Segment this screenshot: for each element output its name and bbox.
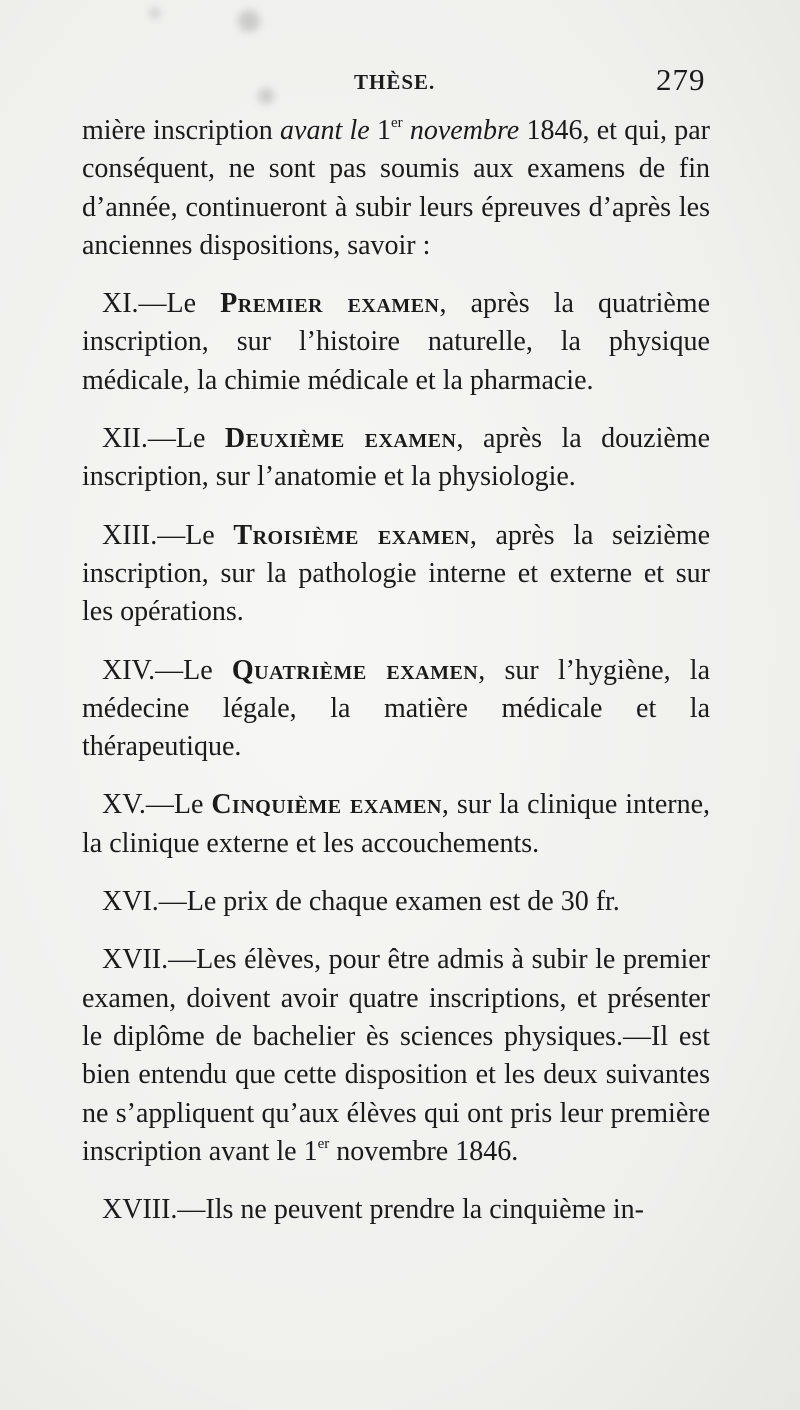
article-number: XIV.— — [102, 654, 184, 686]
exam-name: Cinquième examen — [211, 789, 442, 821]
page-number: 279 — [656, 62, 706, 97]
ink-spot — [238, 10, 260, 32]
article-xvii: XVII.—Les élèves, pour être admis à subir le premier examen, doivent avoir quatre inscriptions, et présenter le diplôme de bachelier ès sciences physiques.—Il est bien entendu que cette disposition et les deux suivantes ne s’appliquent qu’aux élèves qui ont pris leur première inscription avant le 1er novembre 1846. — [82, 944, 710, 1167]
intro-paragraph: mière inscription avant le 1er novembre 1846, et qui, par conséquent, ne sont pas soumis aux examens de fin d’année, continueront à subir leurs épreuves d’après les anciennes dispositions, savoir : — [82, 115, 711, 261]
article-xi: XI.—Le Premier examen, après la quatrième inscription, sur l’histoire naturelle, la physique médicale, la chimie médicale et la pharmacie. — [82, 288, 710, 396]
article-number: XIII.— — [102, 519, 186, 551]
exam-name: Quatrième examen — [231, 654, 479, 686]
article-xii: XII.—Le Deuxième examen, après la douzième inscription, sur l’anatomie et la physiologie. — [82, 423, 711, 493]
ink-spot — [150, 8, 160, 18]
article-number: XVI.— — [102, 886, 187, 918]
article-number: XII.— — [102, 423, 176, 455]
exam-name: Premier examen — [220, 288, 440, 320]
article-xviii: XVIII.—Ils ne peuvent prendre la cinquième in- — [102, 1194, 644, 1226]
article-number: XV.— — [102, 789, 174, 821]
article-xiii: XIII.—Le Troisième examen, après la seizième inscription, sur la pathologie interne et externe et sur les opérations. — [82, 519, 711, 628]
body-text — [82, 112, 710, 1229]
article-xiv: XIV.—Le Quatrième examen, sur l’hygiène, la médecine légale, la matière médicale et la thérapeutique. — [82, 654, 710, 763]
article-xv: XV.—Le Cinquième examen, sur la clinique interne, la clinique externe et les accouchements. — [82, 789, 710, 859]
exam-name: Deuxième examen — [224, 423, 457, 455]
article-number: XVII.— — [102, 944, 197, 976]
running-title: THÈSE. — [354, 70, 436, 94]
article-number: XI.— — [102, 288, 167, 320]
exam-name: Troisième examen — [233, 519, 470, 551]
article-number: XVIII.— — [102, 1194, 206, 1226]
article-xvi: XVI.—Le prix de chaque examen est de 30 fr. — [102, 886, 620, 918]
running-header — [0, 62, 800, 98]
